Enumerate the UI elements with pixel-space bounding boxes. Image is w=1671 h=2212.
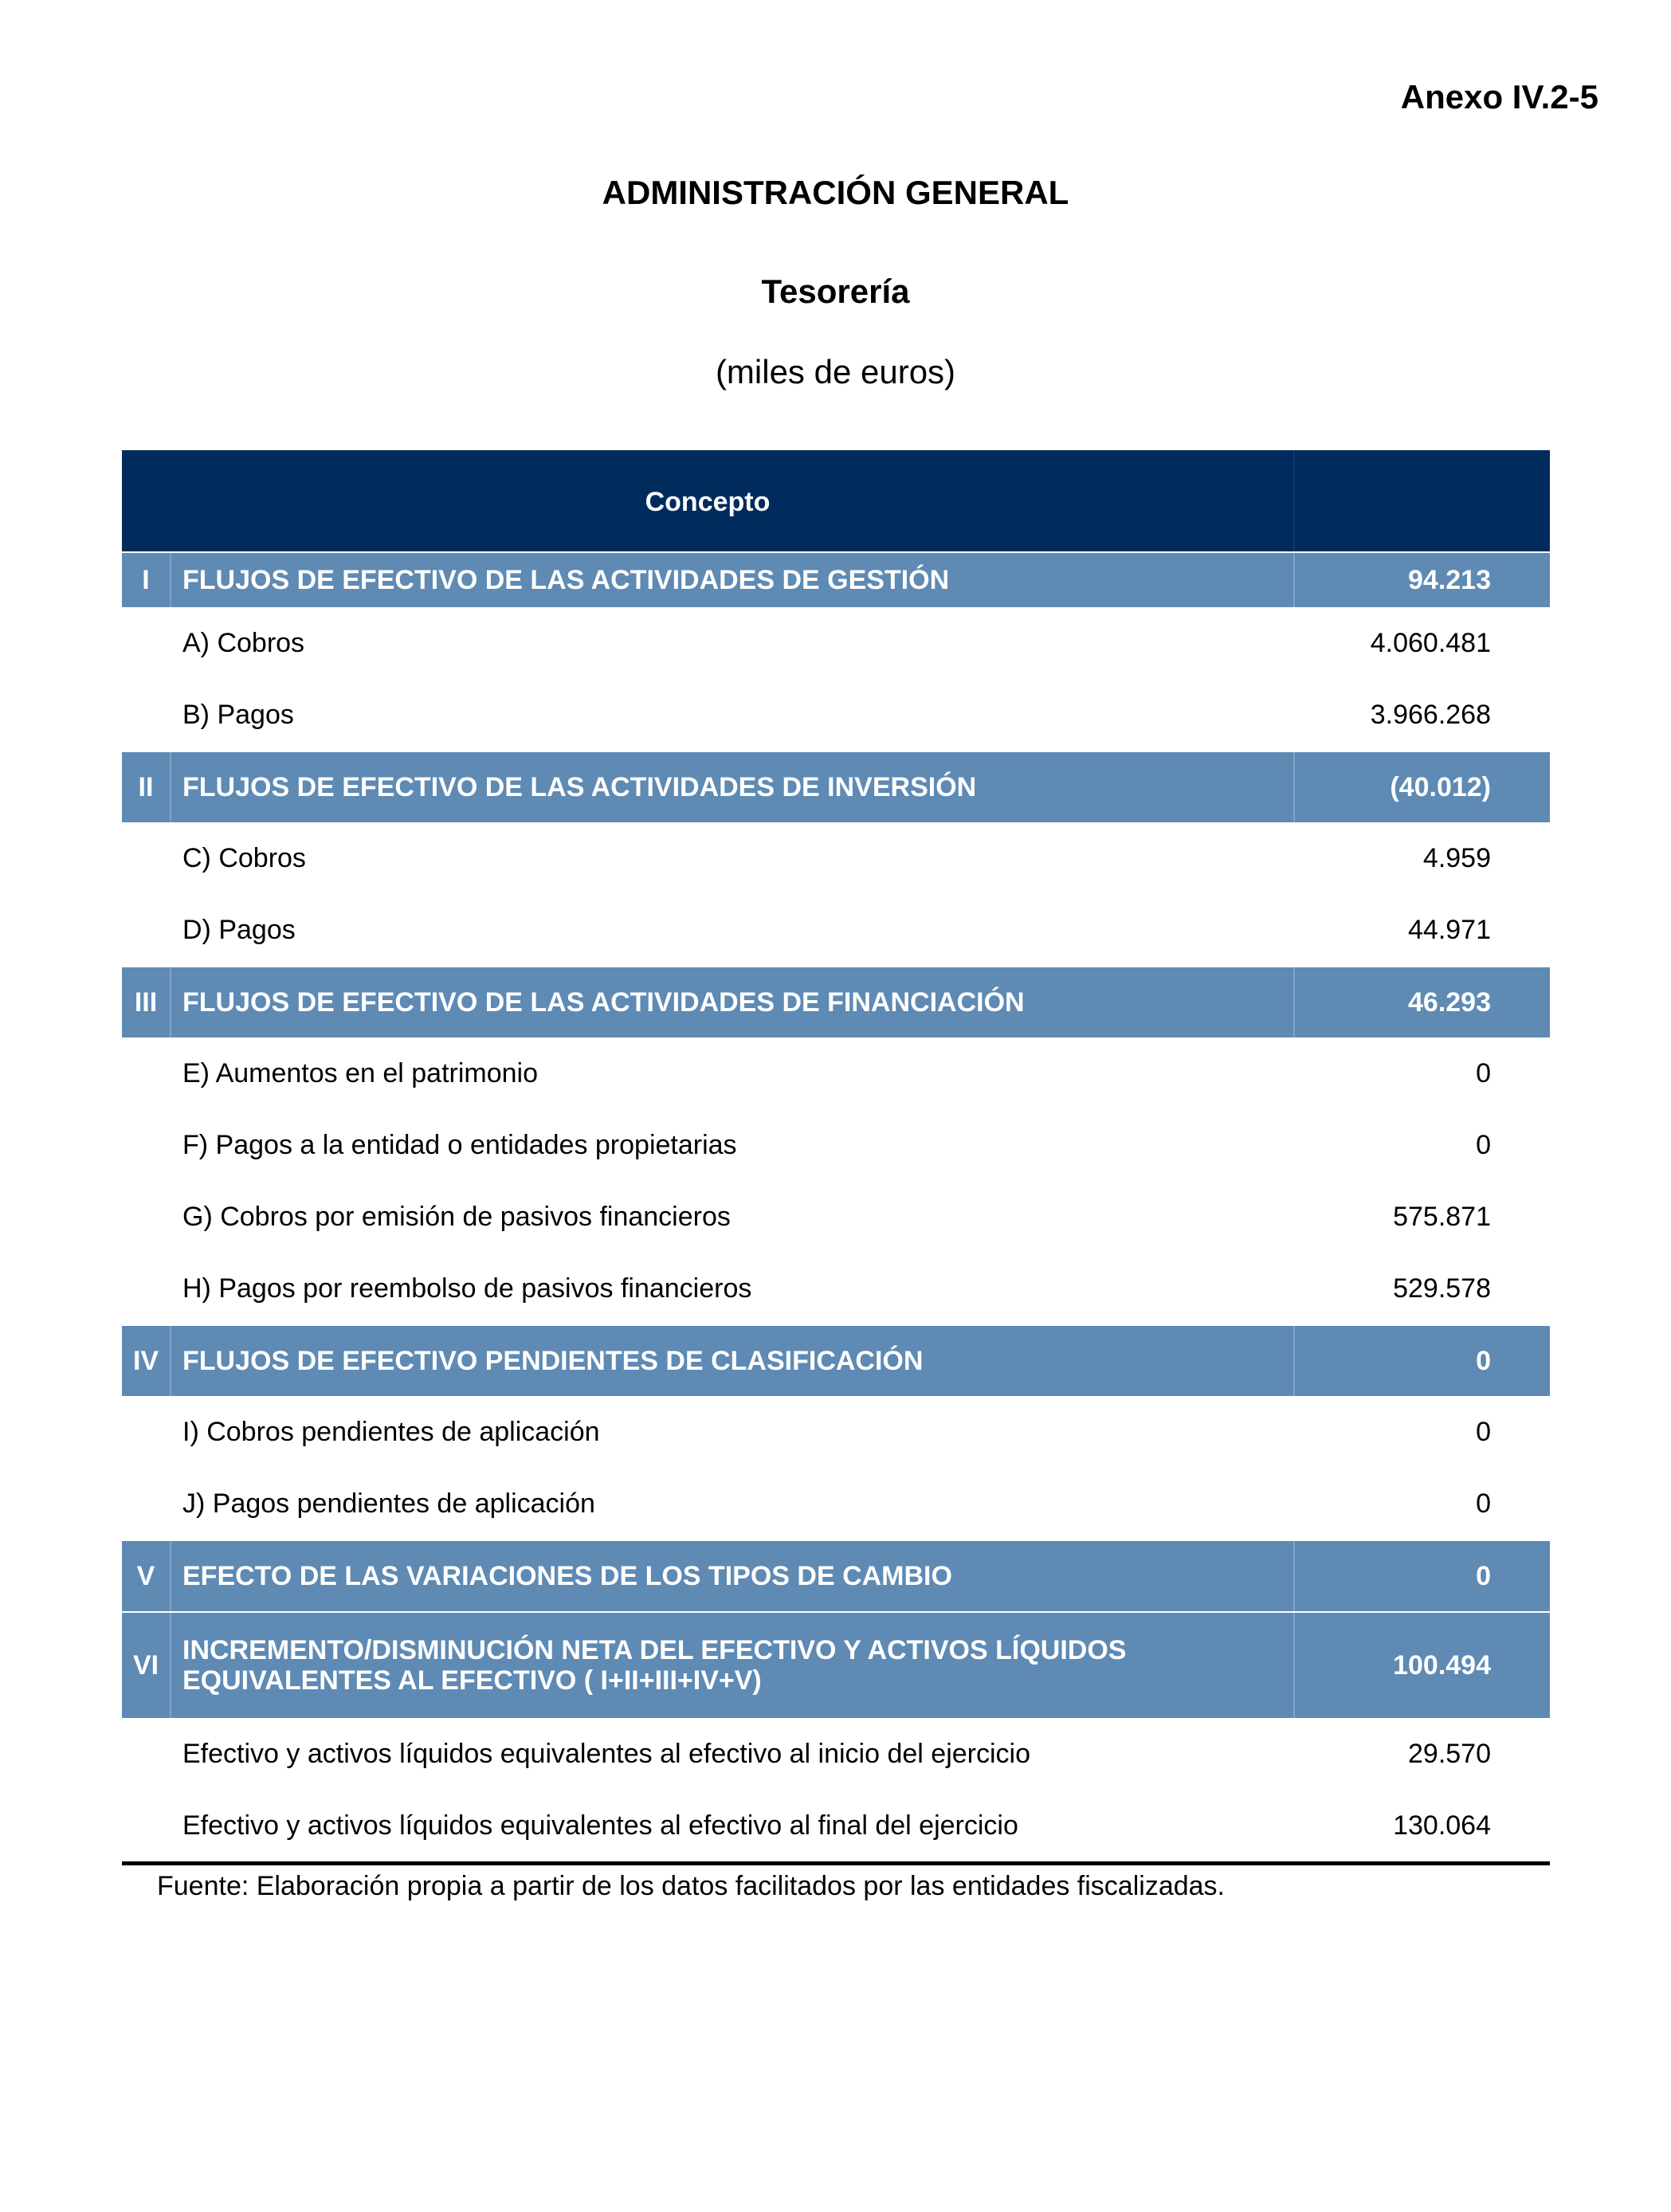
table-row — [122, 894, 1550, 966]
section-value: 46.293 — [1293, 967, 1550, 1037]
table-bottom-rule — [122, 1861, 1550, 1865]
section-label: FLUJOS DE EFECTIVO PENDIENTES DE CLASIFICACIÓN — [182, 1346, 924, 1376]
row-value: 130.064 — [1393, 1810, 1491, 1841]
section-value: 0 — [1293, 1541, 1550, 1611]
row-value: 0 — [1476, 1129, 1491, 1160]
row-value: 4.060.481 — [1370, 627, 1491, 658]
section-label: INCREMENTO/DISMINUCIÓN NETA DEL EFECTIVO Y ACTIVOS LÍQUIDOS EQUIVALENTES AL EFECTIVO ( I+II+III+IV+V) — [182, 1635, 1127, 1696]
section-value: 94.213 — [1293, 553, 1550, 607]
row-value: 3.966.268 — [1370, 699, 1491, 730]
row-value: 575.871 — [1393, 1201, 1491, 1232]
section-roman: II — [122, 752, 171, 822]
row-value: 0 — [1476, 1057, 1491, 1088]
row-label: G) Cobros por emisión de pasivos financieros — [182, 1201, 731, 1232]
page-subtitle: Tesorería — [761, 273, 910, 310]
source-note: Fuente: Elaboración propia a partir de los datos facilitados por las entidades fiscalizadas. — [157, 1871, 1225, 1901]
header-divider — [1293, 450, 1295, 551]
section-label: FLUJOS DE EFECTIVO DE LAS ACTIVIDADES DE GESTIÓN — [182, 565, 950, 595]
section-label: FLUJOS DE EFECTIVO DE LAS ACTIVIDADES DE INVERSIÓN — [182, 772, 977, 802]
row-label: B) Pagos — [182, 699, 294, 730]
section-roman: I — [122, 553, 171, 607]
section-value: (40.012) — [1293, 752, 1550, 822]
section-roman: III — [122, 967, 171, 1037]
row-label: Efectivo y activos líquidos equivalentes al efectivo al inicio del ejercicio — [182, 1738, 1030, 1769]
row-value: 0 — [1476, 1416, 1491, 1447]
units-note: (miles de euros) — [715, 353, 956, 390]
row-value: 529.578 — [1393, 1273, 1491, 1304]
section-value: 0 — [1293, 1326, 1550, 1396]
row-value: 29.570 — [1408, 1738, 1491, 1769]
section-value: 100.494 — [1293, 1613, 1550, 1718]
row-label: I) Cobros pendientes de aplicación — [182, 1416, 600, 1447]
row-value: 0 — [1476, 1488, 1491, 1519]
row-value: 4.959 — [1422, 842, 1491, 873]
section-label: FLUJOS DE EFECTIVO DE LAS ACTIVIDADES DE FINANCIACIÓN — [182, 987, 1025, 1018]
section-roman: IV — [122, 1326, 171, 1396]
row-label: H) Pagos por reembolso de pasivos financieros — [182, 1273, 752, 1304]
table-row — [122, 679, 1550, 751]
section-row — [122, 1324, 1550, 1396]
section-row — [122, 751, 1550, 822]
section-row — [122, 966, 1550, 1037]
section-label: EFECTO DE LAS VARIACIONES DE LOS TIPOS DE CAMBIO — [182, 1561, 952, 1591]
page-title: ADMINISTRACIÓN GENERAL — [602, 174, 1069, 211]
table-header — [122, 450, 1550, 551]
table-row — [122, 822, 1550, 894]
table-row — [122, 1037, 1550, 1109]
annex-label: Anexo IV.2-5 — [1400, 78, 1598, 116]
row-label: F) Pagos a la entidad o entidades propietarias — [182, 1129, 737, 1160]
cash-flow-table — [122, 450, 1550, 1865]
row-label: A) Cobros — [182, 627, 305, 658]
table-row — [122, 1253, 1550, 1324]
section-row — [122, 1539, 1550, 1611]
row-label: E) Aumentos en el patrimonio — [182, 1057, 539, 1088]
section-row — [122, 1611, 1550, 1718]
table-row — [122, 607, 1550, 679]
table-row — [122, 1468, 1550, 1539]
section-roman: V — [122, 1541, 171, 1611]
row-value: 44.971 — [1408, 914, 1491, 945]
row-label: D) Pagos — [182, 914, 296, 945]
table-row — [122, 1181, 1550, 1253]
table-row — [122, 1790, 1550, 1861]
row-label: J) Pagos pendientes de aplicación — [182, 1488, 595, 1519]
table-row — [122, 1396, 1550, 1468]
table-row — [122, 1109, 1550, 1181]
table-row — [122, 1718, 1550, 1790]
row-label: Efectivo y activos líquidos equivalentes al efectivo al final del ejercicio — [182, 1810, 1018, 1841]
row-label: C) Cobros — [182, 842, 306, 873]
section-row — [122, 551, 1550, 607]
header-concept: Concepto — [645, 487, 771, 517]
section-roman: VI — [122, 1613, 171, 1718]
